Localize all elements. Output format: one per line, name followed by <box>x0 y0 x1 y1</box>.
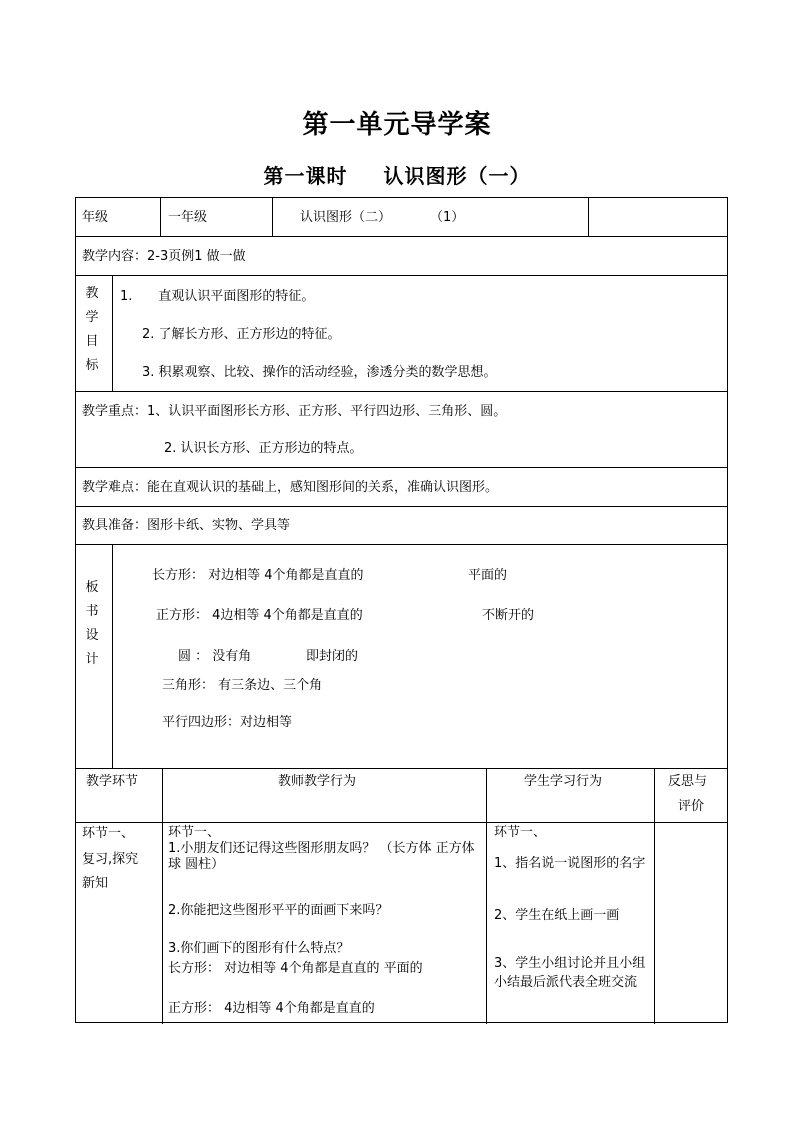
board-square: 正方形： 4边相等 4个角都是直直的 <box>156 608 363 623</box>
header-teacher: 教师教学行为 <box>278 774 357 789</box>
student-heading: 环节一、 <box>494 825 547 840</box>
board-circle-note: 即封闭的 <box>306 649 359 664</box>
grade-value: 一年级 <box>168 210 208 225</box>
teaching-content: 教学内容：2-3页例1 做一做 <box>82 249 246 264</box>
board-label: 板 书 设 计 <box>85 580 99 667</box>
board-triangle: 三角形： 有三条边、三个角 <box>162 678 323 693</box>
goal-item: 3. 积累观察、比较、操作的活动经验，渗透分类的数学思想。 <box>142 365 497 380</box>
grade-label: 年级 <box>82 210 109 225</box>
unit-part: （1） <box>430 210 465 225</box>
lesson-number: 第一课时 <box>263 164 348 188</box>
goals-label: 教 学 目 标 <box>85 286 99 373</box>
teacher-square: 正方形： 4边相等 4个角都是直直的 <box>168 1001 375 1016</box>
lesson-topic: 认识图形（一） <box>383 164 531 188</box>
goal-item: 2. 了解长方形、正方形边的特征。 <box>142 327 341 342</box>
teaching-difficulty: 教学难点：能在直观认识的基础上，感知图形间的关系，准确认识图形。 <box>82 480 499 495</box>
main-title: 第一单元导学案 <box>302 110 492 140</box>
goal-item: 1. 直观认识平面图形的特征。 <box>120 289 315 304</box>
teaching-focus: 教学重点：1、认识平面图形长方形、正方形、平行四边形、三角形、圆。 <box>82 404 507 419</box>
header-reflect: 反思与 <box>668 774 708 789</box>
teacher-question-3: 3.你们画下的图形有什么特点？ <box>168 941 350 956</box>
student-step-3: 3、学生小组讨论并且小组小结最后派代表全班交流 <box>494 956 646 990</box>
header-reflect-2: 评价 <box>678 799 705 814</box>
teacher-question-1: 1.小朋友们还记得这些图形朋友吗？ （长方体 正方体 球 圆柱） <box>168 841 475 872</box>
board-rectangle-note: 平面的 <box>468 568 508 583</box>
teacher-heading: 环节一、 <box>168 825 221 840</box>
header-student: 学生学习行为 <box>524 774 603 789</box>
teacher-rectangle: 长方形： 对边相等 4个角都是直直的 平面的 <box>168 961 423 976</box>
teaching-materials: 教具准备：图形卡纸、实物、学具等 <box>82 518 291 533</box>
stage-name: 环节一、 <box>82 826 135 841</box>
board-parallelogram: 平行四边形：对边相等 <box>162 715 293 730</box>
board-square-note: 不断开的 <box>482 608 535 623</box>
teacher-question-2: 2.你能把这些图形平平的面画下来吗？ <box>168 903 389 918</box>
board-circle: 圆 ： 没有角 <box>178 649 252 664</box>
lesson-title <box>0 160 794 189</box>
lesson-plan-table <box>75 197 728 1023</box>
unit-topic: 认识图形（二） <box>300 210 392 225</box>
stage-name-2: 复习,探究 <box>82 852 139 867</box>
student-step-1: 1、指名说一说图形的名字 <box>494 856 646 871</box>
teaching-focus-2: 2. 认识长方形、正方形边的特点。 <box>164 441 363 456</box>
board-rectangle: 长方形： 对边相等 4个角都是直直的 <box>152 568 364 583</box>
header-stage: 教学环节 <box>86 774 139 789</box>
stage-name-3: 新知 <box>82 876 109 891</box>
student-step-2: 2、学生在纸上画一画 <box>494 908 620 923</box>
